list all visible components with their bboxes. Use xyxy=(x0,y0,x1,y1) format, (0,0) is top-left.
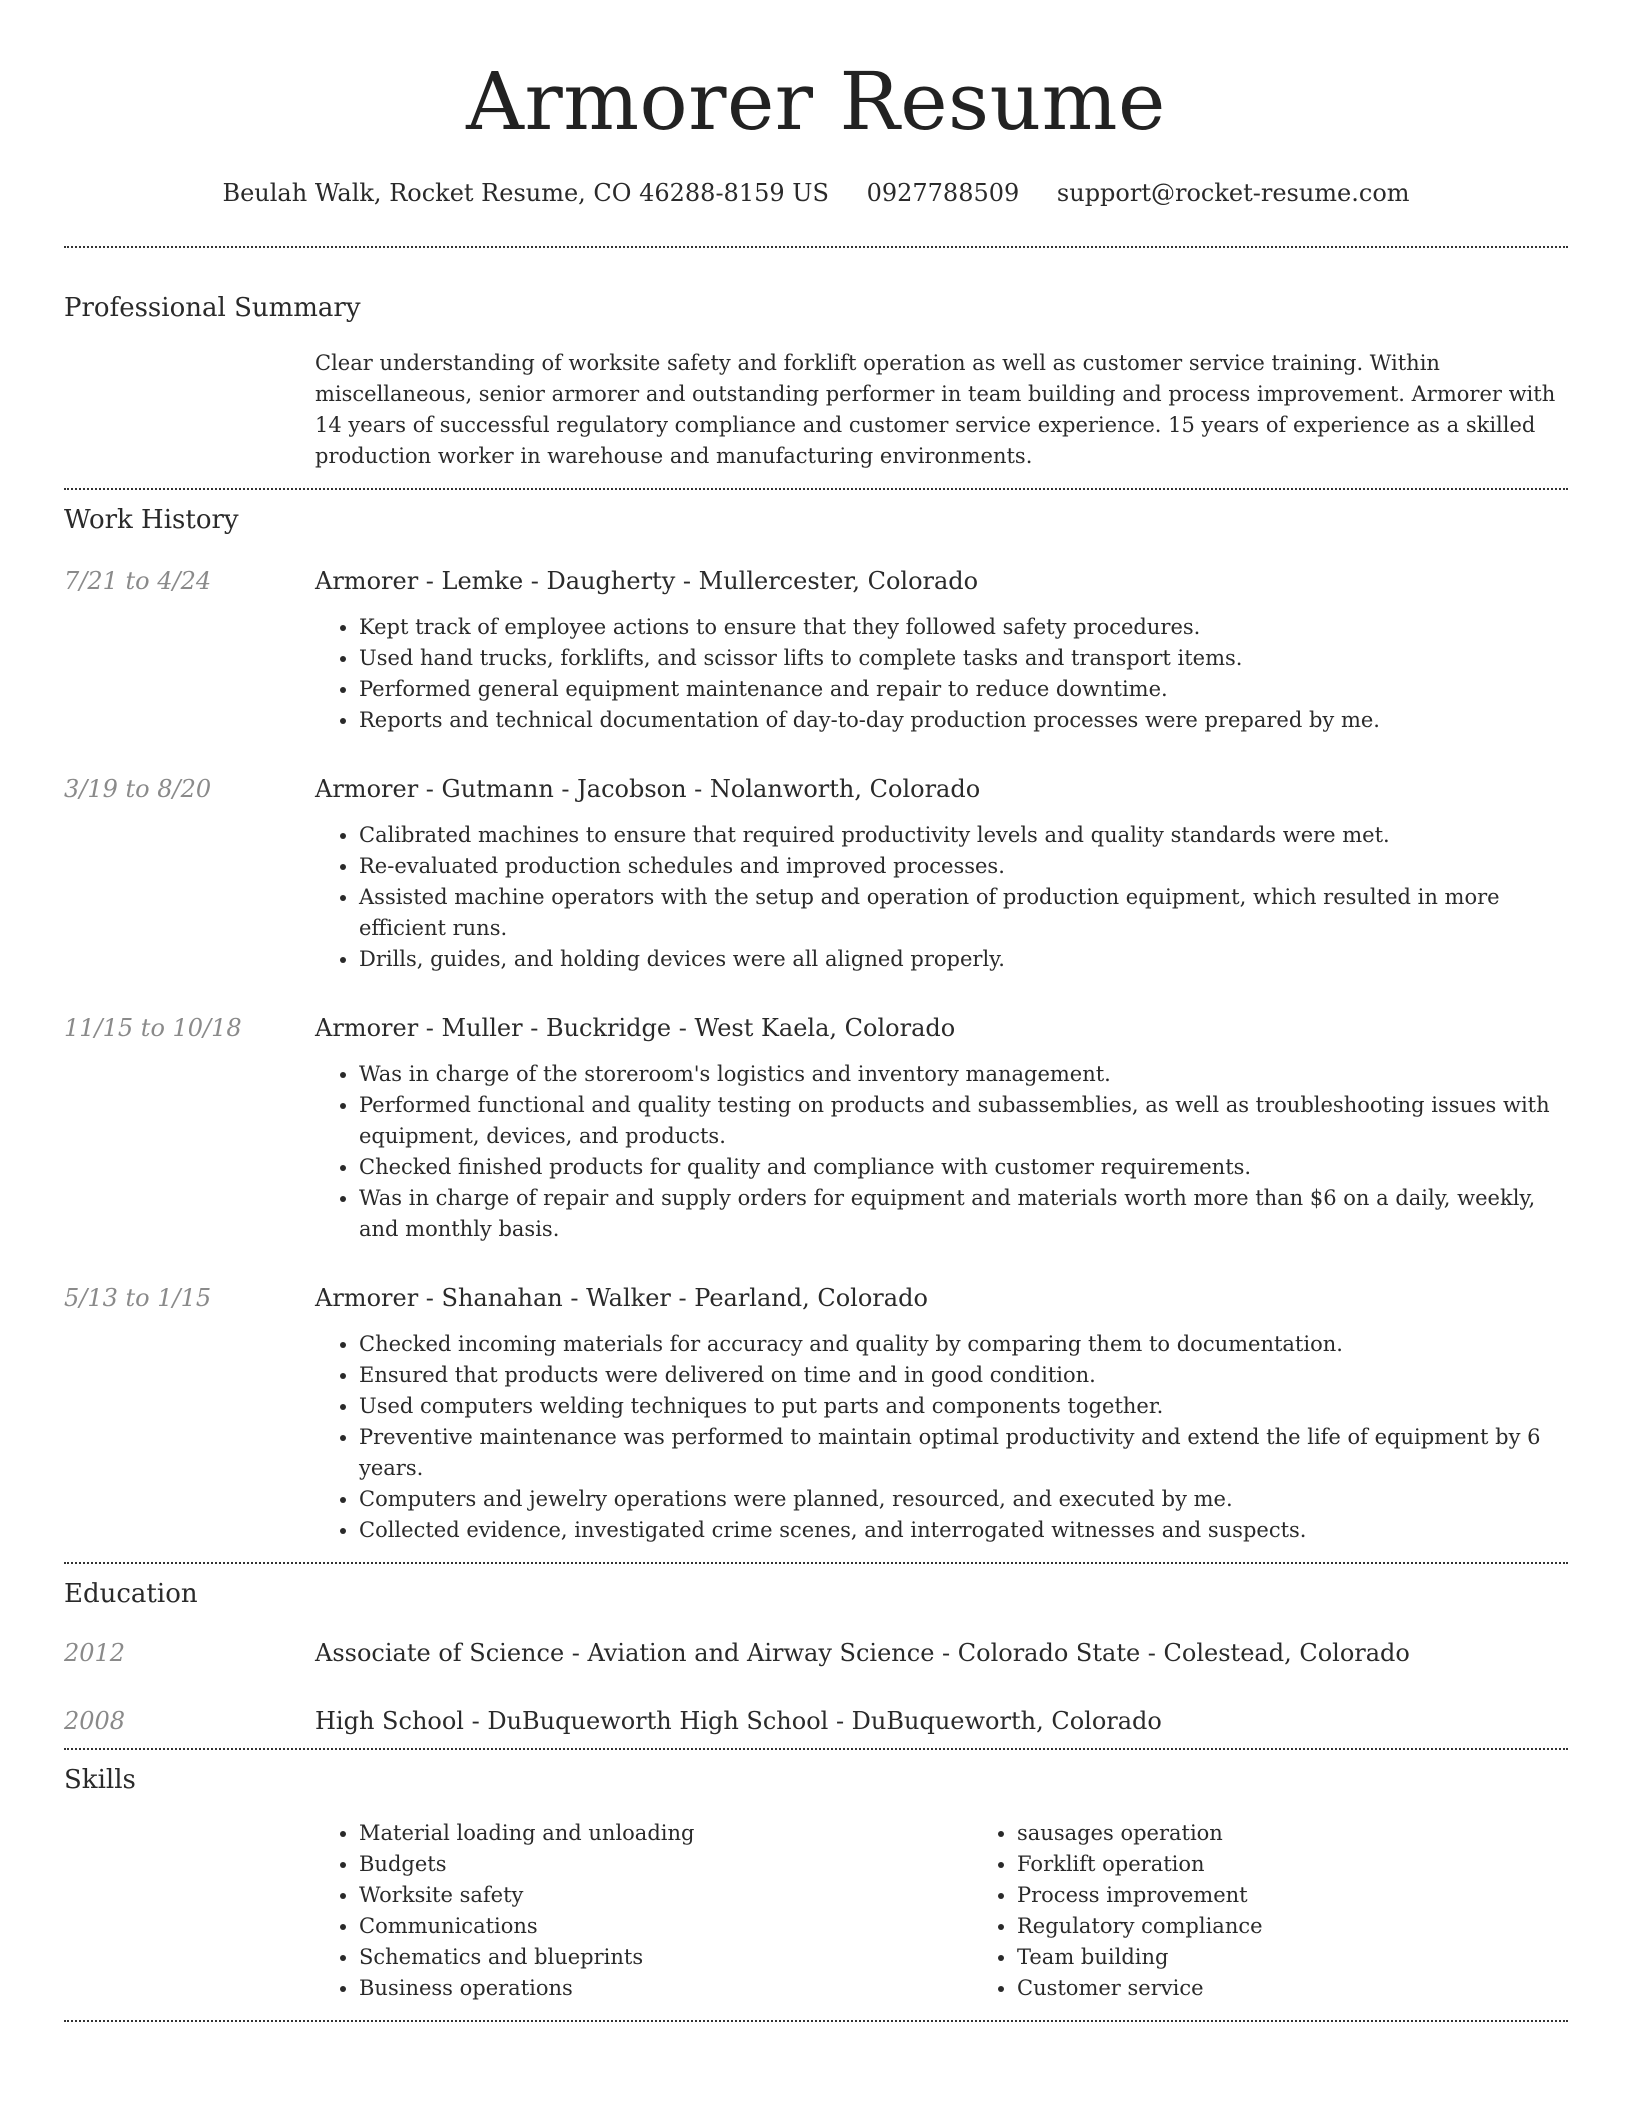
job-bullet: • Calibrated machines to ensure that required productivity levels and quality standards were met. xyxy=(359,820,1568,851)
divider xyxy=(64,1562,1568,1564)
job-dates: 5/13 to 1/15 xyxy=(64,1284,212,1312)
job-entry xyxy=(64,564,1568,736)
job-bullet: • Computers and jewelry operations were planned, resourced, and executed by me. xyxy=(359,1484,1568,1515)
job-bullet: • Used hand trucks, forklifts, and scissor lifts to complete tasks and transport items. xyxy=(359,643,1568,674)
education-title: Associate of Science - Aviation and Airway Science - Colorado State - Colestead, Colorado xyxy=(315,1639,1410,1667)
skill-item: • sausages operation xyxy=(1017,1818,1631,1849)
job-entry xyxy=(64,1281,1568,1546)
job-bullets xyxy=(315,820,1568,975)
skill-item: • Customer service xyxy=(1017,1973,1631,2004)
job-dates: 3/19 to 8/20 xyxy=(64,775,212,803)
job-bullet: • Was in charge of repair and supply orders for equipment and materials worth more than $6 on a daily, weekly, and monthly basis. xyxy=(359,1183,1568,1245)
job-bullet: • Assisted machine operators with the setup and operation of production equipment, which resulted in more efficient runs. xyxy=(359,882,1568,944)
job-bullets xyxy=(315,612,1568,736)
job-bullet: • Kept track of employee actions to ensure that they followed safety procedures. xyxy=(359,612,1568,643)
job-body xyxy=(315,564,1568,736)
job-bullet: • Checked incoming materials for accuracy and quality by comparing them to documentation. xyxy=(359,1329,1568,1360)
contact-address: Beulah Walk, Rocket Resume, CO 46288-8159 US xyxy=(222,179,829,207)
education-title: High School - DuBuqueworth High School - DuBuqueworth, Colorado xyxy=(315,1707,1162,1735)
work-history-list xyxy=(64,564,1568,1546)
job-entry xyxy=(64,772,1568,975)
divider xyxy=(64,246,1568,248)
job-body xyxy=(315,772,1568,975)
job-bullet: • Re-evaluated production schedules and improved processes. xyxy=(359,851,1568,882)
skill-item: • Process improvement xyxy=(1017,1880,1631,1911)
job-dates: 11/15 to 10/18 xyxy=(64,1014,242,1042)
education-entry xyxy=(64,1636,1568,1670)
job-bullets xyxy=(315,1059,1568,1245)
education-year: 2008 xyxy=(64,1707,126,1735)
divider xyxy=(64,488,1568,490)
skill-item: • Forklift operation xyxy=(1017,1849,1631,1880)
skill-item: • Worksite safety xyxy=(359,1880,973,1911)
job-title: Armorer - Lemke - Daugherty - Mullercester, Colorado xyxy=(315,567,979,595)
job-dates: 7/21 to 4/24 xyxy=(64,567,212,595)
job-title: Armorer - Muller - Buckridge - West Kaela, Colorado xyxy=(315,1014,956,1042)
job-bullet: • Reports and technical documentation of day-to-day production processes were prepared by me. xyxy=(359,705,1568,736)
education-heading: Education xyxy=(64,1579,198,1609)
job-entry xyxy=(64,1011,1568,1245)
job-bullet: • Performed general equipment maintenance and repair to reduce downtime. xyxy=(359,674,1568,705)
divider xyxy=(64,1748,1568,1750)
skill-item: • Business operations xyxy=(359,1973,973,2004)
job-body xyxy=(315,1281,1568,1546)
job-bullet: • Was in charge of the storeroom's logistics and inventory management. xyxy=(359,1059,1568,1090)
summary-heading: Professional Summary xyxy=(64,293,361,323)
education-year: 2012 xyxy=(64,1639,126,1667)
contact-phone: 0927788509 xyxy=(866,179,1020,207)
skills-columns xyxy=(315,1818,1568,2004)
job-bullets xyxy=(315,1329,1568,1546)
education-entry xyxy=(64,1704,1568,1738)
skill-item: • Schematics and blueprints xyxy=(359,1942,973,1973)
skills-heading: Skills xyxy=(64,1765,136,1795)
job-bullet: • Ensured that products were delivered on time and in good condition. xyxy=(359,1360,1568,1391)
job-body xyxy=(315,1011,1568,1245)
skill-item: • Material loading and unloading xyxy=(359,1818,973,1849)
job-bullet: • Collected evidence, investigated crime scenes, and interrogated witnesses and suspects. xyxy=(359,1515,1568,1546)
page-title: Armorer Resume xyxy=(466,55,1166,148)
skills-list-right xyxy=(973,1818,1631,2004)
education-list xyxy=(64,1636,1568,1738)
divider xyxy=(64,2020,1568,2022)
skill-item: • Communications xyxy=(359,1911,973,1942)
job-bullet: • Preventive maintenance was performed to maintain optimal productivity and extend the life of equipment by 6 years. xyxy=(359,1422,1568,1484)
job-bullet: • Used computers welding techniques to put parts and components together. xyxy=(359,1391,1568,1422)
contact-email: support@rocket-resume.com xyxy=(1056,179,1410,207)
skill-item: • Team building xyxy=(1017,1942,1631,1973)
summary-text: Clear understanding of worksite safety and forklift operation as well as customer service training. Within miscellaneous, senior armorer and outstanding performer in team building and process improvement. Armorer with 14 years of successful regulatory compliance and customer service experience. 15 years of experience as a skilled production worker in warehouse and manufacturing environments. xyxy=(315,351,1556,468)
job-bullet: • Performed functional and quality testing on products and subassemblies, as well as troubleshooting issues with equipment, devices, and products. xyxy=(359,1090,1568,1152)
job-bullet: • Checked finished products for quality and compliance with customer requirements. xyxy=(359,1152,1568,1183)
skills-list-left xyxy=(315,1818,973,2004)
contact-line xyxy=(64,176,1568,210)
job-title: Armorer - Gutmann - Jacobson - Nolanworth, Colorado xyxy=(315,775,981,803)
skill-item: • Budgets xyxy=(359,1849,973,1880)
job-title: Armorer - Shanahan - Walker - Pearland, Colorado xyxy=(315,1284,928,1312)
skill-item: • Regulatory compliance xyxy=(1017,1911,1631,1942)
work-history-heading: Work History xyxy=(64,505,239,535)
job-bullet: • Drills, guides, and holding devices were all aligned properly. xyxy=(359,944,1568,975)
